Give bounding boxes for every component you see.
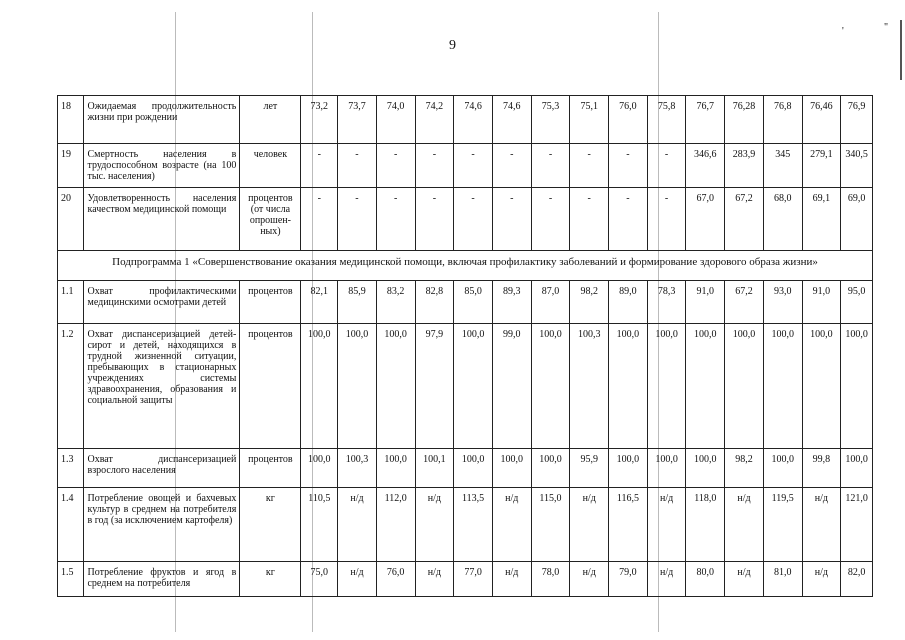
row-number: 18 [58,96,84,144]
value-cell: 100,0 [763,449,802,488]
unit-cell: человек [240,144,301,188]
value-cell: 100,0 [531,324,570,449]
value-cell: н/д [802,562,841,597]
value-cell: - [531,188,570,251]
value-cell: 91,0 [686,281,725,324]
unit-cell: процентов [240,449,301,488]
value-cell: - [647,144,686,188]
value-cell: 98,2 [725,449,764,488]
row-number: 1.3 [58,449,84,488]
value-cell: 85,0 [454,281,493,324]
value-cell: 67,2 [725,188,764,251]
value-cell: 75,1 [570,96,609,144]
value-cell: 100,0 [492,449,531,488]
value-cell: 99,8 [802,449,841,488]
indicator-name: Смертность населения в трудоспособном возрасте (на 100 тыс. населения) [84,144,240,188]
value-cell: 73,7 [338,96,377,144]
value-cell: 95,0 [841,281,873,324]
value-cell: - [376,188,415,251]
value-cell: 100,0 [376,324,415,449]
value-cell: 119,5 [763,488,802,562]
value-cell: 74,0 [376,96,415,144]
value-cell: 67,2 [725,281,764,324]
unit-cell: кг [240,562,301,597]
value-cell: 340,5 [841,144,873,188]
table-body-section [58,251,873,281]
value-cell: 75,8 [647,96,686,144]
value-cell: 83,2 [376,281,415,324]
table-body-indicators [58,96,873,251]
value-cell: - [492,188,531,251]
value-cell: 69,1 [802,188,841,251]
value-cell: 100,0 [454,324,493,449]
value-cell: 100,0 [609,324,648,449]
value-cell: - [301,144,338,188]
section-title: Подпрограмма 1 «Совершенствование оказания медицинской помощи, включая профилактику заболеваний и формирование здорового образа жизни» [58,251,873,281]
value-cell: 100,0 [376,449,415,488]
value-cell: 100,0 [647,324,686,449]
table-row [58,188,873,251]
value-cell: - [338,144,377,188]
value-cell: 346,6 [686,144,725,188]
value-cell: 97,9 [415,324,454,449]
value-cell: 100,0 [763,324,802,449]
indicator-name: Ожидаемая продолжительность жизни при рождении [84,96,240,144]
value-cell: 82,0 [841,562,873,597]
value-cell: 76,46 [802,96,841,144]
value-cell: 98,2 [570,281,609,324]
value-cell: 82,1 [301,281,338,324]
indicator-name: Удовлетворенность населения качеством медицинской помощи [84,188,240,251]
value-cell: - [376,144,415,188]
section-row [58,251,873,281]
value-cell: 100,0 [841,324,873,449]
value-cell: - [454,144,493,188]
value-cell: 81,0 [763,562,802,597]
unit-cell: кг [240,488,301,562]
value-cell: 100,0 [686,324,725,449]
unit-cell: лет [240,96,301,144]
value-cell: 68,0 [763,188,802,251]
value-cell: 279,1 [802,144,841,188]
value-cell: 100,3 [338,449,377,488]
value-cell: н/д [338,488,377,562]
value-cell: н/д [338,562,377,597]
value-cell: 78,3 [647,281,686,324]
row-number: 19 [58,144,84,188]
value-cell: - [647,188,686,251]
table-row [58,324,873,449]
value-cell: 100,0 [647,449,686,488]
indicator-name: Охват диспансеризацией детей-сирот и детей, находящихся в трудной жизненной ситуации, пребывающих в стационарных учреждениях системы здравоохранения, образования и социальной защиты [84,324,240,449]
indicator-name: Потребление овощей и бахчевых культур в среднем на потребителя в год (за исключением картофеля) [84,488,240,562]
value-cell: 100,0 [338,324,377,449]
row-number: 1.5 [58,562,84,597]
value-cell: 85,9 [338,281,377,324]
value-cell: 74,6 [492,96,531,144]
indicator-name: Охват профилактическими медицинскими осмотрами детей [84,281,240,324]
value-cell: 110,5 [301,488,338,562]
value-cell: 75,3 [531,96,570,144]
value-cell: 100,0 [686,449,725,488]
scan-mark: ' [842,26,844,37]
value-cell: 76,8 [763,96,802,144]
value-cell: 100,0 [802,324,841,449]
value-cell: 100,0 [531,449,570,488]
indicator-name: Охват диспансеризацией взрослого населения [84,449,240,488]
table-body-subprogram [58,281,873,597]
row-number: 20 [58,188,84,251]
value-cell: н/д [415,562,454,597]
row-number: 1.4 [58,488,84,562]
value-cell: - [415,188,454,251]
table-row [58,449,873,488]
value-cell: н/д [415,488,454,562]
value-cell: 67,0 [686,188,725,251]
scan-edge [900,20,902,80]
value-cell: 76,9 [841,96,873,144]
value-cell: 80,0 [686,562,725,597]
value-cell: 121,0 [841,488,873,562]
value-cell: 118,0 [686,488,725,562]
value-cell: - [609,188,648,251]
unit-cell: процентов (от числа опрошен-ных) [240,188,301,251]
value-cell: н/д [570,488,609,562]
indicators-table [57,95,873,597]
value-cell: - [570,188,609,251]
value-cell: н/д [570,562,609,597]
unit-cell: процентов [240,281,301,324]
indicator-name: Потребление фруктов и ягод в среднем на потребителя [84,562,240,597]
value-cell: 74,6 [454,96,493,144]
value-cell: - [301,188,338,251]
value-cell: 100,0 [841,449,873,488]
value-cell: 76,28 [725,96,764,144]
value-cell: - [338,188,377,251]
value-cell: 283,9 [725,144,764,188]
value-cell: 91,0 [802,281,841,324]
value-cell: 100,1 [415,449,454,488]
value-cell: 82,8 [415,281,454,324]
value-cell: 76,0 [376,562,415,597]
unit-cell: процентов [240,324,301,449]
value-cell: - [415,144,454,188]
value-cell: 79,0 [609,562,648,597]
value-cell: 74,2 [415,96,454,144]
page-number: 9 [449,38,456,53]
value-cell: 78,0 [531,562,570,597]
value-cell: 95,9 [570,449,609,488]
value-cell: н/д [802,488,841,562]
value-cell: 112,0 [376,488,415,562]
value-cell: 99,0 [492,324,531,449]
value-cell: н/д [492,562,531,597]
table-row [58,144,873,188]
value-cell: 100,3 [570,324,609,449]
value-cell: - [570,144,609,188]
value-cell: - [531,144,570,188]
table-row [58,488,873,562]
value-cell: 77,0 [454,562,493,597]
value-cell: 345 [763,144,802,188]
value-cell: 100,0 [454,449,493,488]
value-cell: 113,5 [454,488,493,562]
value-cell: н/д [492,488,531,562]
value-cell: 75,0 [301,562,338,597]
value-cell: 69,0 [841,188,873,251]
row-number: 1.2 [58,324,84,449]
value-cell: н/д [725,488,764,562]
value-cell: 100,0 [301,324,338,449]
value-cell: 89,0 [609,281,648,324]
row-number: 1.1 [58,281,84,324]
value-cell: 100,0 [725,324,764,449]
value-cell: 73,2 [301,96,338,144]
value-cell: 89,3 [492,281,531,324]
value-cell: - [492,144,531,188]
value-cell: 76,7 [686,96,725,144]
value-cell: 116,5 [609,488,648,562]
value-cell: 100,0 [301,449,338,488]
value-cell: н/д [647,562,686,597]
value-cell: 76,0 [609,96,648,144]
value-cell: 93,0 [763,281,802,324]
value-cell: 115,0 [531,488,570,562]
table-row [58,562,873,597]
value-cell: 87,0 [531,281,570,324]
scan-mark: " [884,22,889,33]
value-cell: - [454,188,493,251]
table-row [58,96,873,144]
value-cell: н/д [647,488,686,562]
value-cell: н/д [725,562,764,597]
value-cell: 100,0 [609,449,648,488]
value-cell: - [609,144,648,188]
table-row [58,281,873,324]
